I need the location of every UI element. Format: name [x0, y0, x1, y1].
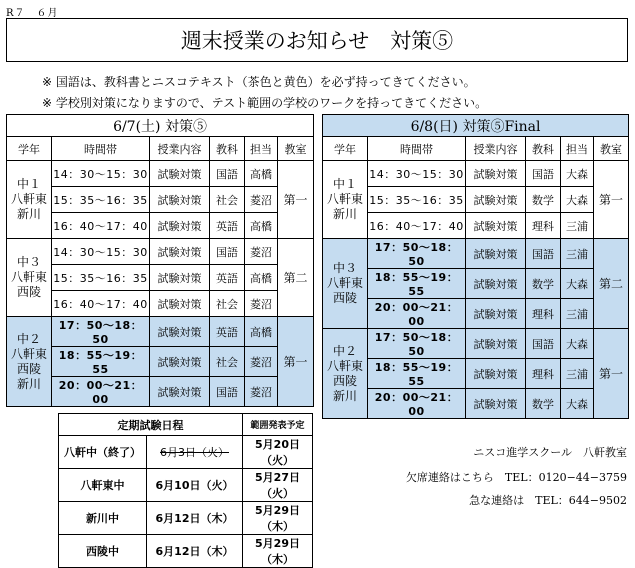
- column-header: 学年: [7, 137, 52, 161]
- grade-cell: [7, 161, 52, 239]
- column-header: 時間帯: [52, 137, 150, 161]
- room-cell: 第二: [594, 239, 629, 329]
- exam-school: 八軒東中: [59, 469, 147, 502]
- urgent-contact: 急な連絡は TEL：644−9502: [469, 494, 627, 507]
- content-cell: 試験対策: [466, 161, 526, 187]
- time-cell: 15：35〜16：35: [52, 265, 150, 291]
- content-cell: 試験対策: [150, 265, 210, 291]
- grade-cell: [323, 239, 368, 329]
- time-cell: 15：35〜16：35: [52, 187, 150, 213]
- content-cell: 試験対策: [466, 299, 526, 329]
- grade-line: 西陵: [16, 361, 41, 376]
- grade-line: 中３: [16, 255, 41, 269]
- teacher-cell: 高橋: [245, 317, 278, 347]
- grade-line: 新川: [16, 376, 41, 391]
- grade-line: 八軒東: [10, 270, 47, 284]
- subject-cell: 英語: [210, 213, 245, 239]
- table-row: [323, 299, 629, 329]
- exam-date: 6月10日（火）: [147, 469, 243, 502]
- table-row: [7, 377, 314, 407]
- grade-line: 八軒東: [326, 192, 363, 206]
- teacher-cell: 大森: [561, 161, 594, 187]
- room-cell: 第一: [278, 161, 314, 239]
- grade-line: 新川: [332, 207, 357, 221]
- content-cell: 試験対策: [466, 389, 526, 419]
- exam-range-date: 5月29日（木）: [243, 502, 313, 535]
- note-workbook: ※ 学校別対策になりますので、テスト範囲の学校のワークを持ってきてください。: [42, 96, 488, 110]
- grade-line: 中２: [332, 343, 357, 358]
- subject-cell: 国語: [526, 239, 561, 269]
- range-header: 範囲発表予定: [243, 414, 313, 436]
- subject-cell: 数学: [526, 389, 561, 419]
- exam-school: 八軒中（終了）: [59, 436, 147, 469]
- exam-range-date: 5月27日（火）: [243, 469, 313, 502]
- teacher-cell: 大森: [561, 187, 594, 213]
- time-cell: 18：55〜19：55: [368, 269, 466, 299]
- content-cell: 試験対策: [466, 213, 526, 239]
- table-row: [323, 239, 629, 269]
- grade-line: 西陵: [332, 373, 357, 388]
- grade-cell: [7, 239, 52, 317]
- grade-line: 八軒東: [326, 276, 363, 290]
- subject-cell: 社会: [210, 347, 245, 377]
- column-header: 教科: [210, 137, 245, 161]
- exam-school: 西陵中: [59, 535, 147, 568]
- content-cell: 試験対策: [150, 161, 210, 187]
- exam-row: [59, 502, 313, 535]
- time-cell: 16：40〜17：40: [368, 213, 466, 239]
- grade-cell: [7, 317, 52, 407]
- table-row: [7, 347, 314, 377]
- teacher-cell: 三浦: [561, 239, 594, 269]
- exam-range-date: 5月20日（火）: [243, 436, 313, 469]
- subject-cell: 国語: [526, 161, 561, 187]
- content-cell: 試験対策: [466, 239, 526, 269]
- time-cell: 14：30〜15：30: [368, 161, 466, 187]
- grade-line: 中１: [16, 177, 41, 191]
- column-header: 担当: [561, 137, 594, 161]
- subject-cell: 社会: [210, 291, 245, 317]
- grade-line: 新川: [16, 207, 41, 221]
- grade-line: 西陵: [16, 285, 41, 299]
- day-header: 6/8(日) 対策⑤Final: [323, 115, 629, 137]
- column-header: 教科: [526, 137, 561, 161]
- teacher-cell: 大森: [561, 269, 594, 299]
- school-name: ニスコ進学スクール 八軒教室: [473, 446, 627, 459]
- grade-cell: [323, 329, 368, 419]
- exam-header: 定期試験日程: [59, 414, 243, 436]
- teacher-cell: 菱沼: [245, 291, 278, 317]
- subject-cell: 数学: [526, 269, 561, 299]
- grade-line: 中２: [16, 331, 41, 346]
- grade-line: 西陵: [332, 291, 357, 305]
- table-row: [7, 291, 314, 317]
- column-header: 教室: [278, 137, 314, 161]
- room-cell: 第一: [594, 329, 629, 419]
- room-cell: 第一: [594, 161, 629, 239]
- teacher-cell: 三浦: [561, 359, 594, 389]
- time-cell: 17：50〜18：50: [368, 239, 466, 269]
- content-cell: 試験対策: [466, 269, 526, 299]
- subject-cell: 国語: [210, 377, 245, 407]
- table-row: [7, 161, 314, 187]
- table-row: [323, 389, 629, 419]
- subject-cell: 英語: [210, 317, 245, 347]
- content-cell: 試験対策: [150, 377, 210, 407]
- subject-cell: 理科: [526, 359, 561, 389]
- subject-cell: 数学: [526, 187, 561, 213]
- time-cell: 18：55〜19：55: [368, 359, 466, 389]
- content-cell: 試験対策: [150, 317, 210, 347]
- teacher-cell: 三浦: [561, 299, 594, 329]
- time-cell: 15：35〜16：35: [368, 187, 466, 213]
- teacher-cell: 高橋: [245, 213, 278, 239]
- subject-cell: 理科: [526, 299, 561, 329]
- time-cell: 20：00〜21：00: [368, 299, 466, 329]
- exam-range-date: 5月29日（木）: [243, 535, 313, 568]
- page-title: 週末授業のお知らせ 対策⑤: [6, 18, 628, 62]
- document-date: R７ ６月: [6, 8, 59, 19]
- column-header: 教室: [594, 137, 629, 161]
- table-row: [7, 213, 314, 239]
- subject-cell: 国語: [210, 161, 245, 187]
- table-row: [323, 187, 629, 213]
- column-header: 学年: [323, 137, 368, 161]
- time-cell: 17：50〜18：50: [52, 317, 150, 347]
- content-cell: 試験対策: [150, 187, 210, 213]
- time-cell: 20：00〜21：00: [368, 389, 466, 419]
- subject-cell: 英語: [210, 265, 245, 291]
- content-cell: 試験対策: [150, 239, 210, 265]
- subject-cell: 理科: [526, 213, 561, 239]
- time-cell: 14：30〜15：30: [52, 239, 150, 265]
- exam-date: 6月3日（火）: [147, 436, 243, 469]
- content-cell: 試験対策: [466, 187, 526, 213]
- grade-line: 八軒東: [326, 358, 363, 373]
- column-header: 授業内容: [466, 137, 526, 161]
- exam-schedule-table: [58, 413, 313, 568]
- time-cell: 14：30〜15：30: [52, 161, 150, 187]
- teacher-cell: 三浦: [561, 213, 594, 239]
- subject-cell: 国語: [210, 239, 245, 265]
- time-cell: 16：40〜17：40: [52, 291, 150, 317]
- grade-line: 八軒東: [10, 346, 47, 361]
- subject-cell: 社会: [210, 187, 245, 213]
- table-row: [7, 239, 314, 265]
- exam-row: [59, 436, 313, 469]
- schedule-saturday: [6, 114, 314, 407]
- time-cell: 17：50〜18：50: [368, 329, 466, 359]
- grade-line: 八軒東: [10, 192, 47, 206]
- time-cell: 20：00〜21：00: [52, 377, 150, 407]
- table-row: [323, 161, 629, 187]
- schedule-sunday: [322, 114, 629, 419]
- time-cell: 16：40〜17：40: [52, 213, 150, 239]
- teacher-cell: 菱沼: [245, 187, 278, 213]
- table-row: [7, 265, 314, 291]
- teacher-cell: 大森: [561, 329, 594, 359]
- note-japanese: ※ 国語は、教科書とニスコテキスト（茶色と黄色）を必ず持ってきてください。: [42, 75, 476, 89]
- column-header: 担当: [245, 137, 278, 161]
- teacher-cell: 高橋: [245, 161, 278, 187]
- teacher-cell: 高橋: [245, 265, 278, 291]
- table-row: [7, 187, 314, 213]
- content-cell: 試験対策: [466, 329, 526, 359]
- absence-contact: 欠席連絡はこちら TEL：0120−44−3759: [405, 471, 627, 484]
- content-cell: 試験対策: [150, 213, 210, 239]
- table-row: [323, 359, 629, 389]
- day-header: 6/7(土) 対策⑤: [7, 115, 314, 137]
- grade-line: 中３: [332, 261, 357, 275]
- exam-row: [59, 469, 313, 502]
- grade-cell: [323, 161, 368, 239]
- column-header: 授業内容: [150, 137, 210, 161]
- exam-date: 6月12日（木）: [147, 535, 243, 568]
- grade-line: 新川: [332, 388, 357, 403]
- table-row: [323, 213, 629, 239]
- exam-row: [59, 535, 313, 568]
- grade-line: 中１: [332, 177, 357, 191]
- teacher-cell: 菱沼: [245, 239, 278, 265]
- teacher-cell: 菱沼: [245, 377, 278, 407]
- content-cell: 試験対策: [466, 359, 526, 389]
- content-cell: 試験対策: [150, 291, 210, 317]
- exam-school: 新川中: [59, 502, 147, 535]
- time-cell: 18：55〜19：55: [52, 347, 150, 377]
- table-row: [323, 269, 629, 299]
- room-cell: 第一: [278, 317, 314, 407]
- table-row: [323, 329, 629, 359]
- teacher-cell: 大森: [561, 389, 594, 419]
- table-row: [7, 317, 314, 347]
- content-cell: 試験対策: [150, 347, 210, 377]
- exam-date: 6月12日（木）: [147, 502, 243, 535]
- column-header: 時間帯: [368, 137, 466, 161]
- subject-cell: 国語: [526, 329, 561, 359]
- room-cell: 第二: [278, 239, 314, 317]
- teacher-cell: 菱沼: [245, 347, 278, 377]
